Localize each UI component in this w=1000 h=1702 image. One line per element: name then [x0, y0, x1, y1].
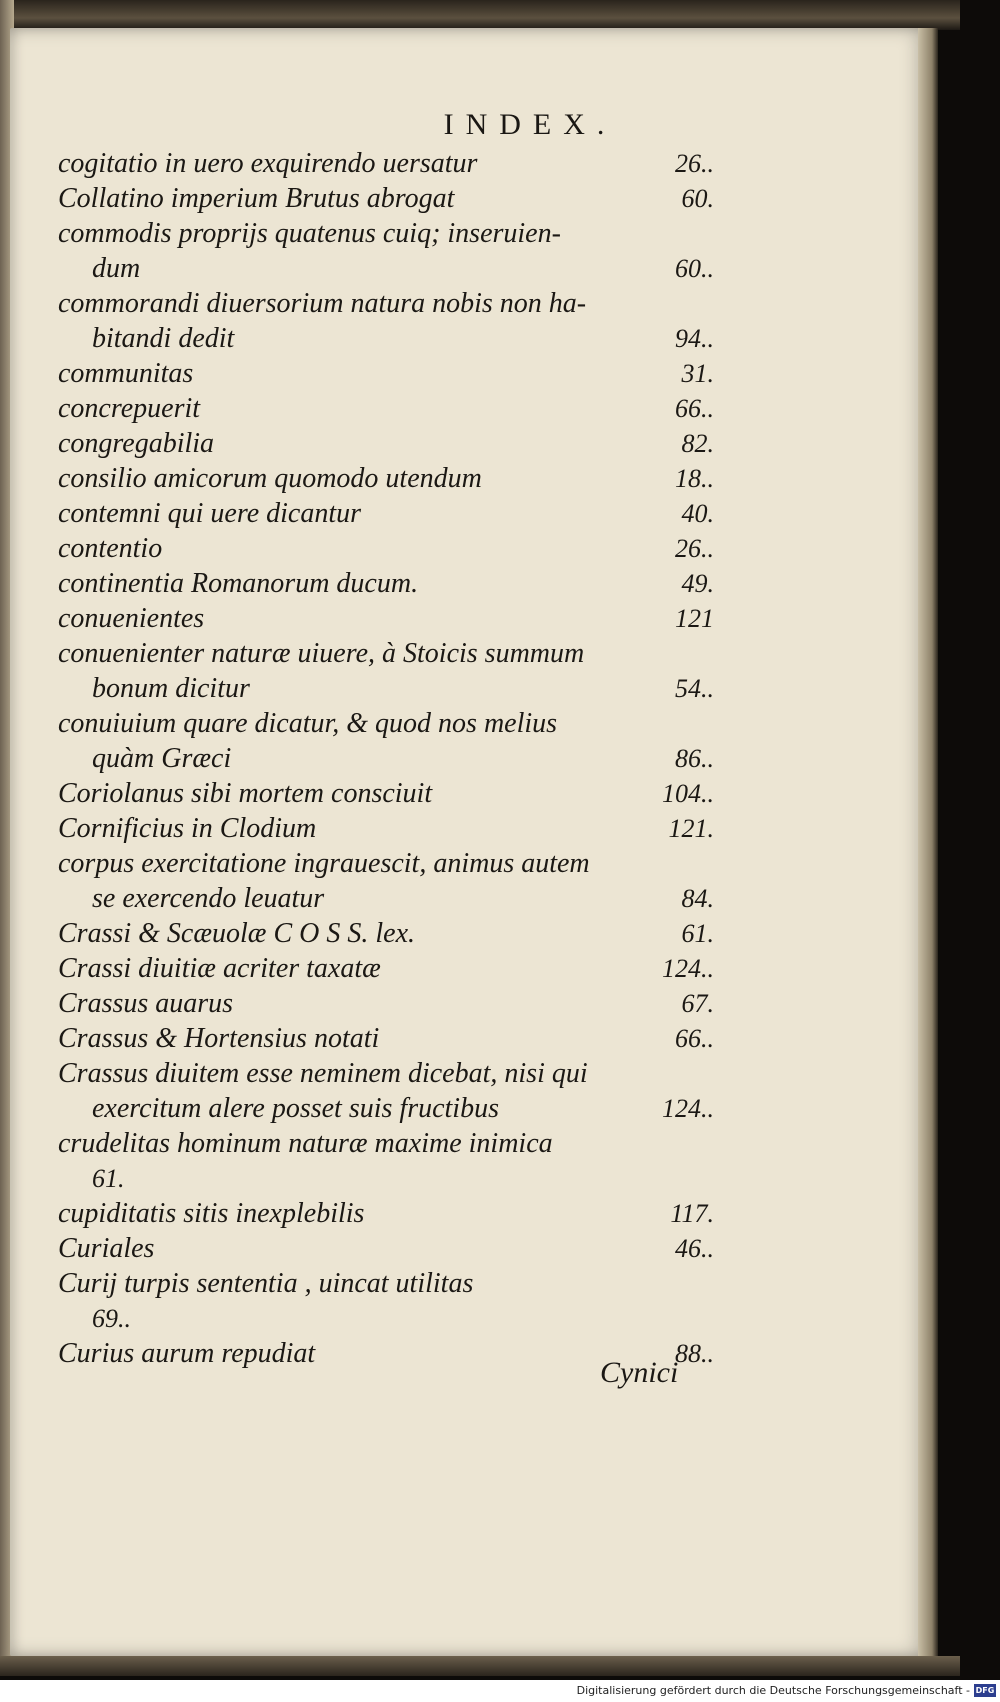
entry-page-number: 88.. [675, 1339, 714, 1368]
entry-page-number: 84. [681, 884, 714, 913]
entry-term: concrepuerit [58, 393, 201, 424]
index-entry [58, 356, 714, 391]
entry-term: conuiuium quare dicatur, & quod nos melius [58, 708, 558, 739]
dfg-logo-icon: DFG [975, 1686, 995, 1695]
entry-term: crudelitas hominum naturæ maxime inimica [58, 1128, 553, 1159]
entry-page-number: 104.. [662, 779, 714, 808]
entry-page-number: 60. [681, 184, 714, 213]
entry-term: Curiales [58, 1233, 155, 1264]
entry-term: cupiditatis sitis inexplebilis [58, 1198, 365, 1229]
entry-page-number: 60.. [675, 254, 714, 283]
entry-term: communitas [58, 358, 194, 389]
catchword: Cynici [600, 1356, 679, 1389]
entry-page-number: 69.. [92, 1304, 131, 1333]
index-entry [58, 1021, 714, 1056]
entry-page-number: 94.. [675, 324, 714, 353]
index-list [58, 146, 714, 1371]
index-entry [58, 1266, 708, 1336]
entry-page-number: 117. [670, 1199, 714, 1228]
index-entry [58, 216, 714, 286]
entry-term-continuation: exercitum alere posset suis fructibus [92, 1093, 499, 1124]
entry-term: Coriolanus sibi mortem consciuit [58, 778, 433, 809]
entry-term: corpus exercitatione ingrauescit, animus autem [58, 848, 590, 879]
entry-page-number: 121. [668, 814, 714, 843]
entry-page-number: 66.. [675, 1024, 714, 1053]
index-entry [58, 811, 714, 846]
entry-page-number: 61. [681, 919, 714, 948]
entry-term-continuation: bonum dicitur [92, 673, 250, 704]
entry-term: Curij turpis sententia , uincat utilitas [58, 1268, 474, 1299]
entry-term-continuation: dum [92, 253, 141, 284]
scan-bottom-edge [0, 1656, 960, 1676]
entry-term: Curius aurum repudiat [58, 1338, 316, 1369]
entry-page-number: 26.. [675, 534, 714, 563]
entry-term: Crassus & Hortensius notati [58, 1023, 380, 1054]
index-entry [58, 1126, 708, 1196]
entry-page-number: 49. [681, 569, 714, 598]
entry-term: commodis proprijs quatenus cuiq; inseruien- [58, 218, 561, 249]
entry-term: congregabilia [58, 428, 215, 459]
entry-page-number: 66.. [675, 394, 714, 423]
index-entry [58, 146, 714, 181]
index-entry [58, 391, 714, 426]
entry-term: conuenientes [58, 603, 205, 634]
entry-page-number: 121 [675, 604, 714, 633]
index-entry [58, 1196, 714, 1231]
entry-term: Crassus auarus [58, 988, 234, 1019]
entry-term: contemni qui uere dicantur [58, 498, 362, 529]
entry-term-continuation: se exercendo leuatur [92, 883, 325, 914]
index-entry [58, 426, 714, 461]
entry-page-number: 40. [681, 499, 714, 528]
entry-term-continuation: bitandi dedit [92, 323, 235, 354]
entry-page-number: 124.. [662, 1094, 714, 1123]
index-entry [58, 706, 714, 776]
entry-term-continuation: quàm Græci [92, 743, 232, 774]
entry-term: Cornificius in Clodium [58, 813, 317, 844]
index-entry [58, 496, 714, 531]
entry-page-number: 18.. [675, 464, 714, 493]
entry-term: commorandi diuersorium natura nobis non ha- [58, 288, 587, 319]
page-header: INDEX. [443, 108, 617, 141]
index-entry [58, 566, 714, 601]
index-entry [58, 461, 714, 496]
entry-term: Crassi diuitiæ acriter taxatæ [58, 953, 381, 984]
index-entry [58, 286, 714, 356]
footer-credit: Digitalisierung gefördert durch die Deutsche Forschungsgemeinschaft - [576, 1684, 970, 1697]
entry-term: Crassi & Scæuolæ C O S S. lex. [58, 918, 416, 949]
entry-term: consilio amicorum quomodo utendum [58, 463, 482, 494]
entry-page-number: 67. [681, 989, 714, 1018]
index-entry [58, 531, 714, 566]
entry-page-number: 82. [681, 429, 714, 458]
index-entry [58, 846, 714, 916]
index-entry [58, 776, 714, 811]
entry-page-number: 46.. [675, 1234, 714, 1263]
entry-term: cogitatio in uero exquirendo uersatur [58, 148, 478, 179]
entry-page-number: 61. [92, 1164, 125, 1193]
entry-page-number: 54.. [675, 674, 714, 703]
entry-term: Collatino imperium Brutus abrogat [58, 183, 455, 214]
page-right-edge [918, 28, 938, 1656]
index-entry [58, 986, 714, 1021]
entry-page-number: 86.. [675, 744, 714, 773]
entry-page-number: 31. [681, 359, 714, 388]
index-entry [58, 1231, 714, 1266]
scan-top-edge [0, 0, 960, 30]
entry-page-number: 26.. [675, 149, 714, 178]
index-entry [58, 951, 714, 986]
entry-page-number: 124.. [662, 954, 714, 983]
entry-term: continentia Romanorum ducum. [58, 568, 419, 599]
entry-term: Crassus diuitem esse neminem dicebat, nisi qui [58, 1058, 588, 1089]
index-entry [58, 916, 714, 951]
index-entry [58, 1056, 714, 1126]
index-entry [58, 601, 714, 636]
index-entry [58, 181, 714, 216]
entry-term: conuenienter naturæ uiuere, à Stoicis summum [58, 638, 585, 669]
entry-term: contentio [58, 533, 163, 564]
index-entry [58, 636, 714, 706]
